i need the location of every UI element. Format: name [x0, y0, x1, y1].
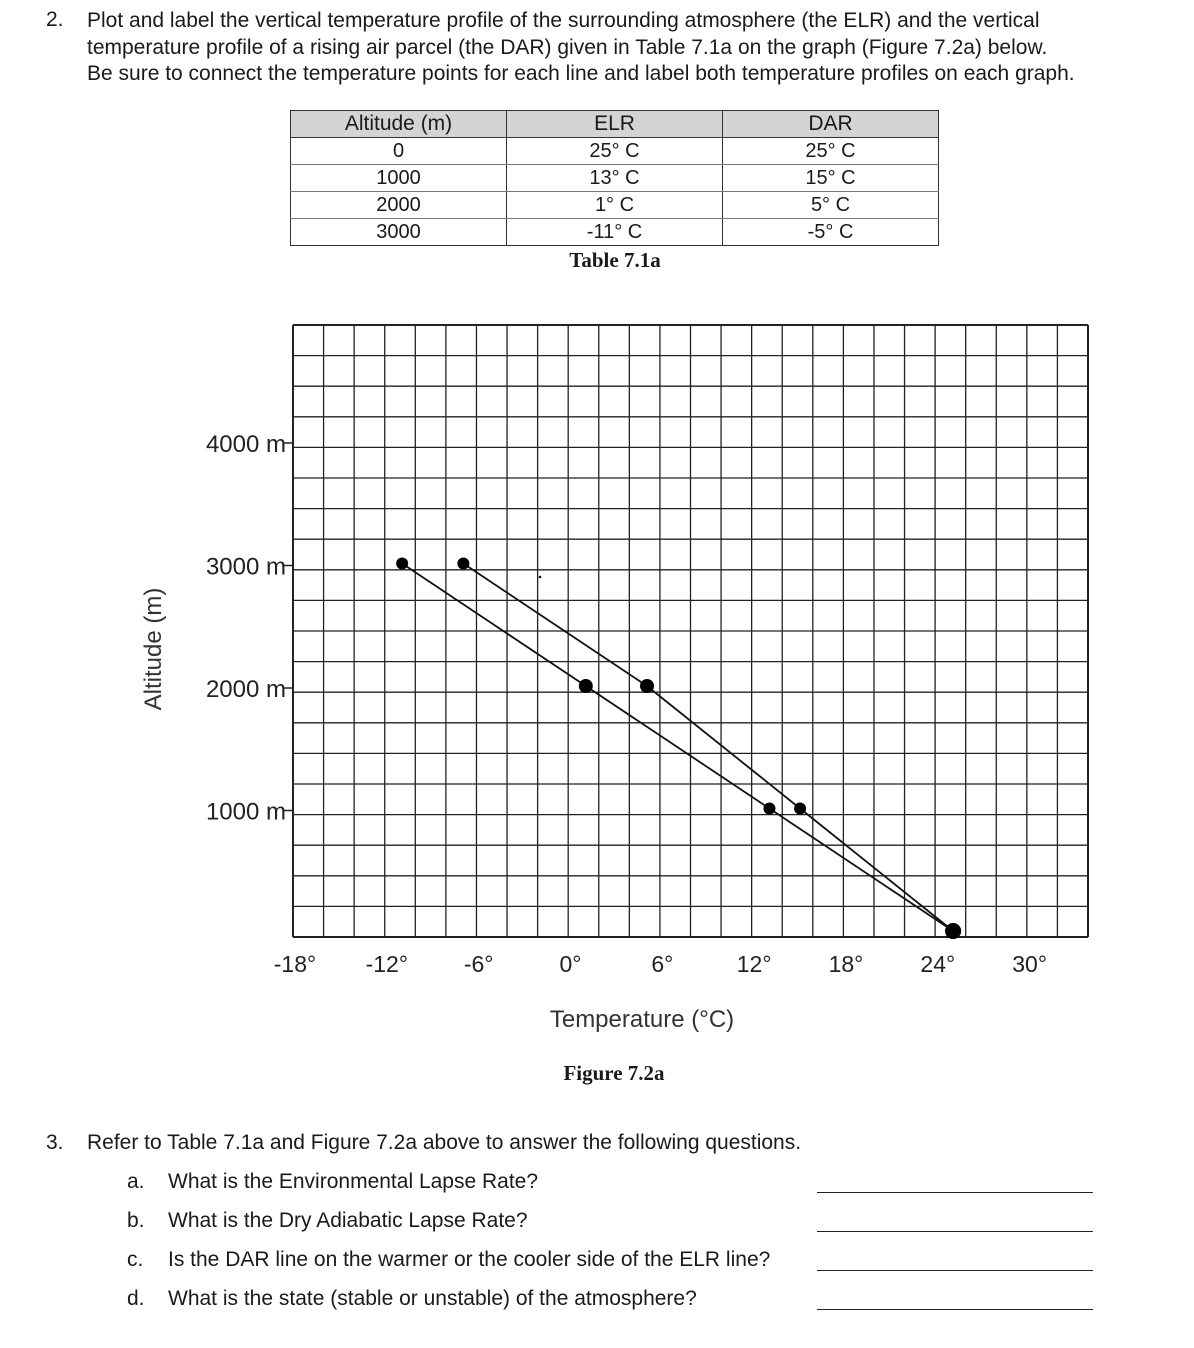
question-2-line: Be sure to connect the temperature points for each line and label both temperature profiles on each graph. [87, 62, 1075, 85]
figure-caption: Figure 7.2a [563, 1061, 665, 1085]
dar-point [457, 558, 469, 570]
answer-blank-d[interactable] [817, 1309, 1093, 1310]
question-2-line: Plot and label the vertical temperature profile of the surrounding atmosphere (the ELR) and the vertical [87, 9, 1040, 32]
table-caption: Table 7.1a [569, 248, 661, 272]
x-tick-label: 12° [736, 951, 772, 977]
question-letter: d. [127, 1287, 145, 1310]
table-cell: 1000 [291, 165, 507, 192]
answer-blank-b[interactable] [817, 1231, 1093, 1232]
table-cell: 2000 [291, 192, 507, 219]
table-cell: 0 [291, 138, 507, 165]
table-cell: 3000 [291, 219, 507, 246]
question-letter: b. [127, 1209, 145, 1232]
answer-blank-c[interactable] [817, 1270, 1093, 1271]
table-cell: -5° C [723, 219, 939, 246]
elr-point [763, 803, 775, 815]
question-3-intro: Refer to Table 7.1a and Figure 7.2a above to answer the following questions. [87, 1131, 802, 1154]
table-header-altitude: Altitude (m) [291, 111, 507, 138]
question-text: What is the Environmental Lapse Rate? [168, 1170, 539, 1193]
y-tick-label: 4000 m [205, 431, 286, 458]
y-axis-label: Altitude (m) [140, 587, 167, 711]
question-3a [0, 1170, 1194, 1200]
dar-point [945, 923, 961, 939]
x-tick-label: 0° [559, 951, 582, 977]
x-tick-label: 18° [828, 951, 864, 977]
elr-point [579, 679, 593, 693]
question-3d [0, 1287, 1194, 1317]
question-letter: c. [127, 1248, 144, 1271]
x-tick-label: -6° [463, 951, 494, 977]
dar-point [640, 679, 654, 693]
question-text: Is the DAR line on the warmer or the cooler side of the ELR line? [168, 1248, 771, 1271]
question-3-number: 3. [46, 1131, 64, 1154]
question-3b [0, 1209, 1194, 1239]
table-cell: 13° C [507, 165, 723, 192]
table-header-elr: ELR [507, 111, 723, 138]
elr-point [396, 558, 408, 570]
y-tick-label: 3000 m [205, 553, 286, 581]
x-tick-label: 6° [651, 951, 674, 977]
question-text: What is the state (stable or unstable) of the atmosphere? [168, 1287, 697, 1310]
question-3c [0, 1248, 1194, 1278]
table-cell: 5° C [723, 192, 939, 219]
stray-mark [539, 576, 542, 579]
y-tick-label: 1000 m [205, 798, 286, 826]
question-2-number: 2. [46, 8, 64, 31]
question-2-line: temperature profile of a rising air parcel (the DAR) given in Table 7.1a on the graph (Figure 7.2a) below. [87, 35, 1048, 59]
table-cell: 25° C [723, 138, 939, 165]
table-header-dar: DAR [723, 111, 939, 138]
question-letter: a. [127, 1170, 145, 1193]
table-cell: 1° C [507, 192, 723, 219]
table-cell: 15° C [723, 165, 939, 192]
x-tick-label: 24° [920, 951, 956, 977]
answer-blank-a[interactable] [817, 1192, 1093, 1193]
x-tick-label: -12° [365, 951, 409, 977]
dar-point [794, 803, 806, 815]
x-tick-label: 30° [1012, 951, 1048, 977]
y-tick-label: 2000 m [205, 676, 286, 703]
table-cell: 25° C [507, 138, 723, 165]
table-cell: -11° C [507, 219, 723, 246]
x-tick-label: -18° [273, 951, 317, 977]
question-text: What is the Dry Adiabatic Lapse Rate? [168, 1209, 528, 1232]
x-axis-label: Temperature (°C) [549, 1006, 735, 1033]
